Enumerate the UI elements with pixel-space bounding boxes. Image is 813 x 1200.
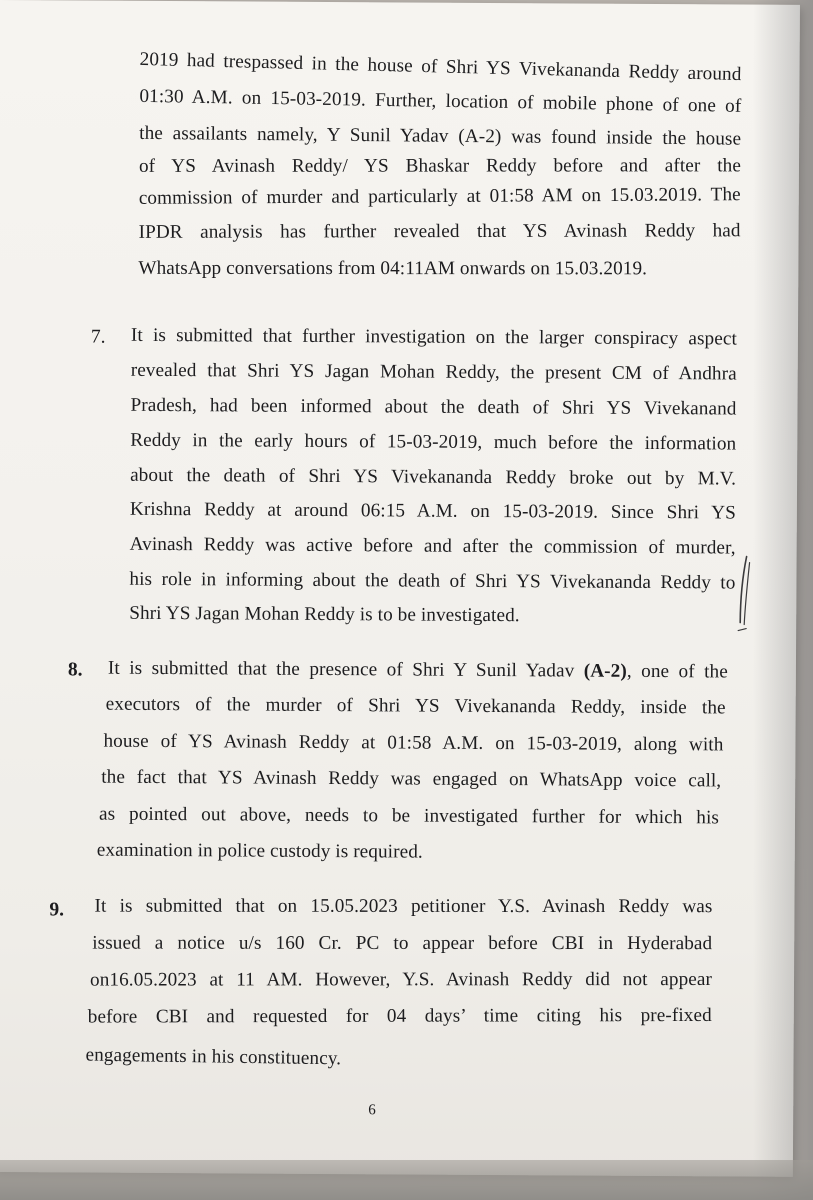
text-line: It is submitted that on 15.05.2023 petitioner Y.S. Avinash Reddy was bbox=[94, 895, 713, 918]
text-line: 2019 had trespassed in the house of Shri YS Vivekananda Reddy around bbox=[139, 48, 742, 86]
text-line: Avinash Reddy was active before and after the commission of murder, bbox=[129, 533, 736, 559]
text-line: the fact that YS Avinash Reddy was engaged on WhatsApp voice call, bbox=[101, 766, 722, 792]
photo-bottom-shadow bbox=[0, 1160, 813, 1200]
text-line: Pradesh, had been informed about the death of Shri YS Vivekanand bbox=[130, 394, 737, 420]
paragraph-number: 7. bbox=[90, 326, 106, 348]
text-line: about the death of Shri YS Vivekananda Reddy broke out by M.V. bbox=[130, 464, 737, 490]
continued-paragraph bbox=[0, 0, 800, 280]
text-line: Krishna Reddy at around 06:15 A.M. on 15-03-2019. Since Shri YS bbox=[129, 498, 736, 524]
text-line: examination in police custody is required. bbox=[96, 839, 423, 863]
paragraph-number: 9. bbox=[49, 899, 65, 921]
text-line: before CBI and requested for 04 days’ time citing his pre-fixed bbox=[87, 1004, 712, 1028]
text-line: IPDR analysis has further revealed that YS Avinash Reddy had bbox=[138, 220, 741, 243]
accused-id-bold: (A-2) bbox=[583, 660, 627, 682]
text-line bbox=[108, 657, 728, 685]
text-line: 01:30 A.M. on 15-03-2019. Further, location of mobile phone of one of bbox=[139, 85, 742, 117]
text-line: revealed that Shri YS Jagan Mohan Reddy, the present CM of Andhra bbox=[130, 359, 737, 385]
text-line: of YS Avinash Reddy/ YS Bhaskar Reddy before and after the bbox=[138, 155, 741, 177]
text-line: executors of the murder of Shri YS Vivekananda Reddy, inside the bbox=[105, 693, 726, 719]
text-line: on16.05.2023 at 11 AM. However, Y.S. Avinash Reddy did not appear bbox=[90, 969, 713, 991]
text-line: as pointed out above, needs to be investigated further for which his bbox=[98, 803, 720, 829]
text-line: WhatsApp conversations from 04:11AM onwards on 15.03.2019. bbox=[138, 257, 648, 280]
paragraph-number: 8. bbox=[67, 659, 83, 681]
text-segment: , one of the bbox=[626, 660, 728, 683]
text-segment: It is submitted that the presence of Shri Y Sunil Yadav bbox=[107, 657, 584, 682]
text-line: house of YS Avinash Reddy at 01:58 A.M. on 15-03-2019, along with bbox=[103, 730, 724, 756]
text-line: the assailants namely, Y Sunil Yadav (A-2) was found inside the house bbox=[139, 122, 742, 150]
page-number: 6 bbox=[368, 1102, 376, 1119]
text-line: commission of murder and particularly at 01:58 AM on 15.03.2019. The bbox=[138, 184, 741, 209]
text-line: Reddy in the early hours of 15-03-2019, much before the information bbox=[130, 429, 737, 455]
handwritten-margin-mark bbox=[728, 552, 759, 642]
text-line: It is submitted that further investigation on the larger conspiracy aspect bbox=[130, 324, 738, 350]
text-line: his role in informing about the death of Shri YS Vivekananda Reddy to bbox=[129, 568, 736, 594]
text-line: engagements in his constituency. bbox=[85, 1044, 342, 1070]
text-line: Shri YS Jagan Mohan Reddy is to be investigated. bbox=[129, 602, 520, 627]
text-line: issued a notice u/s 160 Cr. PC to appear before CBI in Hyderabad bbox=[92, 932, 713, 955]
